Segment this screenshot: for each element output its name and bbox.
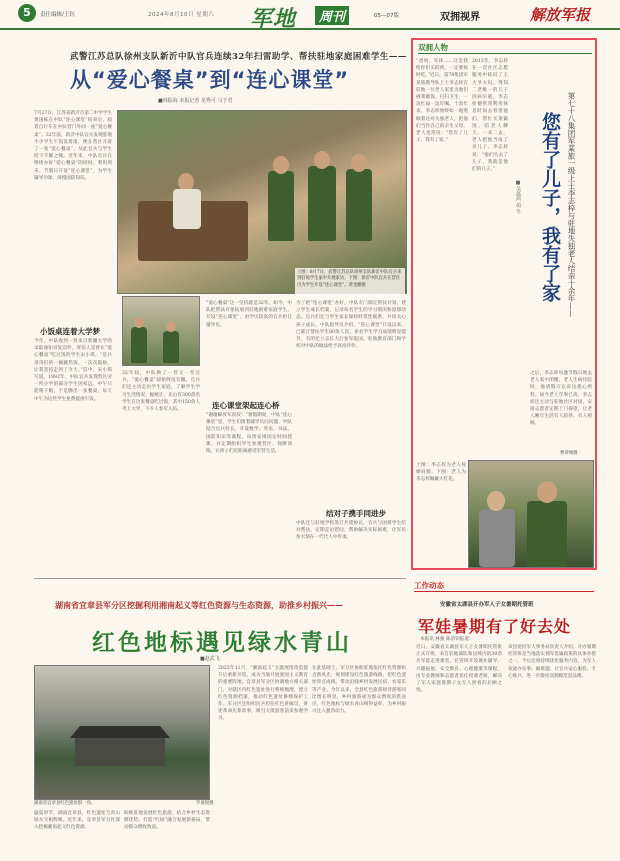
section-logo: 军地 [250,7,297,32]
feature-photo-credit: 曹舜瑀摄 [560,451,578,456]
story3-headline: 军娃暑期有了好去处 [418,617,572,636]
story2-headline: 红色地标遇见绿水青山 [92,630,352,656]
story2-byline: ■赵武飞 [200,656,220,662]
story2-column: 在此基础上，军分区协助驻地依托红色资源和自然风光，规划建设红色旅游线路，把红色遗址串点成线，带动沿线乡村发展民宿、农家乐等产业。今年以来，全县红色旅游接待游客同比增长明显，乡村旅游成为群众增收的新途径，红色地标与绿水青山相得益彰，为乡村振兴注入强劲动力。 [312,666,406,715]
story1-subtitle: 武警江苏总队徐州支队新沂中队官兵连续32年扫雷助学、帮扶驻地家庭困难学生—— [70,52,407,62]
story1-column: 为了把“连心课堂”办好，中队专门制定帮扶计划，建立学生成长档案，记录每名学生的学习情况和思想动态。官兵们还与学生家长保持经常性联系，共同关心孩子成长。中队指导员介绍，“连心课堂”开设以来，已累计帮扶学生80余人次，多名学生学习成绩明显提升，有的还立志长大后参军报国。驻地教育部门和学校对中队的做法给予高度评价。 [296,301,406,350]
story1-photo-caption: 上图：8月7日，武警江苏总队徐州支队新沂中队官兵来到驻地学生家中开展家访。下图：新沂中队官兵在营区内为学生开设“连心课堂”。黄金鹏摄 [295,268,405,302]
story2-column: 盛夏时节，湖南宜章县，红色遗址与青山绿水交相辉映。近年来，宜章县军分区深入挖掘湘南起义红色资源， [34,811,120,831]
story2-column: 2023年11月，“湘南起义”主题展馆改造提升后重新开馆，成为当地开展爱国主义教育的重要阵地。宜章县军分区协调地方相关部门，对辖区内红色遗址进行系统梳理，建立红色资源档案，推动红色遗址修缮保护工作。军分区还组织民兵担任红色讲解员，讲述革命先辈故事，吸引大批游客前来参观学习。 [218,666,308,722]
story1-column: 7月27日，江苏省新沂市第二中学学生黄国栋在中队“连心课堂”结束后，骑着自行车在中队营门外同一座“爱心餐桌”。32年前，新沂中队官兵发现驻地不少学生午饭没着落，便在营区开辟了一张“爱心餐桌”，从此官兵与学生结下不解之缘。近年来，中队官兵在继续办好“爱心餐桌”的同时，利用周末、节假日开设“连心课堂”，为学生辅导功课、讲授国防知识。 [34,111,112,181]
story1-column: 32年间，中队换了一茬又一茬官兵，“爱心餐桌”却始终没有撤。官兵们还主动走访学生家庭，了解学生学习生活情况。据统计，先后有300余名学生在这张餐桌吃过饭，其中150余人考上大学，不少人参军入伍。 [122,371,200,413]
story1-column: 中队还与驻地学校签订共建协议，官兵与困难学生结对帮扶，定期走访慰问，帮助解决实际困难，让军民鱼水情在一代代人中传承。 [296,521,406,541]
newspaper-logo: 解放军报 [530,6,591,24]
page-number: 5 [18,4,36,22]
masthead [0,0,620,30]
feature-column: “爸妈，军休……这是我给你们买的药，一定要按时吃。”近日，第78集团军某旅教导队上士李志梓在驻地一位老人家里为他们挑菜做饭、打扫卫生，一边忙碌一边叮嘱。十余年来，李志梓始终如一地照顾着这对失独老人，把他们当作自己的亲生父母。老人也常说：“您有了儿子，我有了家。” [416,59,468,144]
story1-column: “谢谢解放军叔叔！”暑假期间，中队“连心课堂”里，学生们围着辅导员问问题。中队结合官兵特长，开设数学、英语、书法、国防知识等课程，每周安排固定时间授课，并定期组织学生参观营区、观摩训练，让孩子们近距离感受军营生活。 [206,413,292,455]
weekly-badge: 周刊 [315,6,349,25]
news-label-rule [414,591,594,592]
story1-subhead: 小饭桌连着大学梦 [40,327,100,336]
feature-headline: 您有了儿子，我有了家 [539,112,561,302]
story1-main-photo [117,110,407,294]
issue-date: 2024年8月10日 星期六 [148,12,215,18]
feature-photo-caption: 上图：李志梓为老人按摩肩膀。下图：老人为李志梓佩戴大红花。 [416,463,466,483]
story2-photo-credit: 罗嘉悦摄 [196,801,214,806]
story3-column: 该县退役军人事务局负责人介绍，开办暑期托管班是当地落实拥军优属政策的具体举措之一，今后还将持续优化服务内容，为军人家庭办实事、解难题，让官兵安心服役、专心练兵，进一步擦亮双拥模范县品牌。 [508,645,596,679]
feature-label-rule [418,53,592,54]
story1-byline: ■林振海 本报记者 龙秀可 马于君 [158,98,233,104]
editor-credit: 责任编辑/王钰 [40,12,75,18]
story2-photo [34,665,210,800]
story1-subhead: 结对子携手同进步 [326,509,386,518]
feature-photo [468,460,594,568]
news-section-label: 工作动态 [414,581,444,590]
story3-subtitle: 安徽省太湖县开办军人子女暑期托管班 [440,602,534,608]
story2-photo-caption: 湖南省宜章县红色遗址群一角。 [34,801,96,806]
story3-column: 近日，安徽省太湖县军人子女暑期托管班正式开班，来自驻地部队和县域内的30余名军娃走进课堂。托管班开设课业辅导、兴趣拓展、安全教育、心理健康等课程，由专业教师和志愿者担任授课老师，解决了军人家庭暑期子女无人照看的后顾之忧。 [416,645,502,694]
page-range: 05—07版 [374,13,399,19]
story2-subtitle: 湖南省宜章县军分区挖掘利用湘南起义等红色资源与生态资源，助推乡村振兴—— [55,600,343,610]
feature-column: 2013年，李志梓在一次社区志愿服务中结识了王大爷夫妇。得知二老唯一的儿子因病早逝，李志梓便常常利用休息时间去看望他们，帮忙买菜做饭、陪老人聊天。一来二去，老人把他当成了亲儿子。李志梓说：“他们失去了儿子，我就是他们的儿子。” [472,59,508,173]
feature-column: 之后，李志梓每逢节假日便去老人家中团聚，老人生病住院时，他请假守在床边悉心照料。如今老人年事已高，李志梓还主动与驻地社区对接，安排志愿者定期上门探望，让老人晚年生活有人陪伴、有人照顾。 [530,371,592,427]
section-divider [34,578,406,579]
story1-secondary-photo [122,296,200,366]
story1-headline: 从“爱心餐桌”到“连心课堂” [70,68,350,92]
feature-section-label: 双拥人物 [418,43,448,52]
feature-byline: ■吴磊鸿 胡 冬 [515,180,521,215]
section-name: 双拥视界 [440,12,480,23]
story1-column: 今年，中队收到一封来自新疆大学的录取通知书复印件，寄信人是曾在“爱心餐桌”吃过饭的学生宋小琪。“是兵哥哥们的一碗碗热饭、一次次鼓励，让我坚持走到了今天。”信中，宋小琪写道。1992年，中队官兵发现营区旁一所小学的部分学生因家远，中午只能啃干粮，于是腾出一张餐桌，每天中午为这些学生免费提供午饭。 [34,339,112,402]
story1-subhead: 连心课堂架起连心桥 [212,401,280,410]
feature-subtitle: 第七十八集团军某旅一级上士李志梓与驻地失独老人结亲十余年—— [567,92,576,317]
story3-byline: 本报讯 林强 陈清钊报道： [420,637,474,642]
story2-column: 助推驻地发展红色旅游，结合乡村生态资源优势，打造“红绿”融合发展新格局，带动群众增收致富。 [124,811,210,831]
story1-column: “爱心餐桌”这一坚持就是32年。如今，中队把帮扶对象拓展到驻地困难家庭学生，开设“连心课堂”，由学历较高的官兵担任辅导员。 [206,301,292,328]
